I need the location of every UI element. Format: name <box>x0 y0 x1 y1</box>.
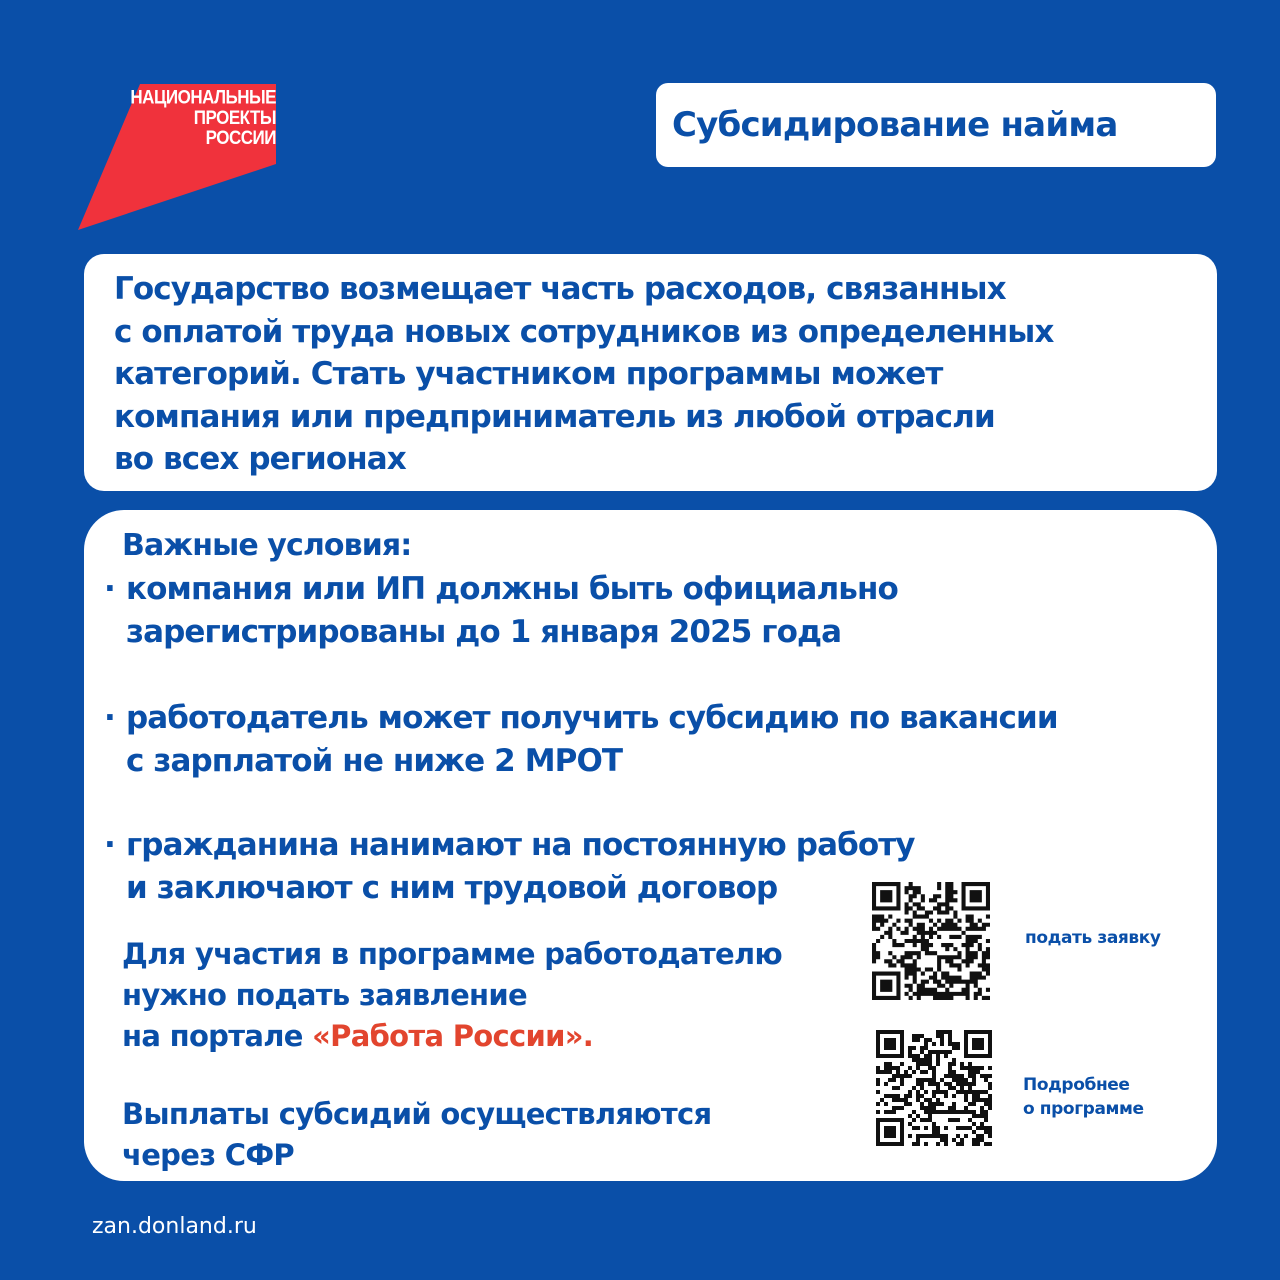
cta-prefix: на портале <box>122 1019 313 1053</box>
condition-line: работодатель может получить субсидию по вакансии <box>126 700 1058 736</box>
cta-line <box>122 1016 862 1057</box>
condition-item <box>104 824 1194 910</box>
cta-line: нужно подать заявление <box>122 978 527 1012</box>
more-info-qr-code-icon[interactable] <box>876 1030 992 1146</box>
more-info-qr-label <box>1023 1073 1144 1121</box>
payments-line: через СФР <box>122 1138 294 1172</box>
intro-line: с оплатой труда новых сотрудников из определенных <box>114 313 1054 350</box>
national-projects-logo <box>78 84 282 232</box>
intro-line: категорий. Стать участником программы может <box>114 356 943 392</box>
conditions-heading: Важные условия: <box>122 528 412 563</box>
condition-line: зарегистрированы до 1 января 2025 года <box>126 614 842 650</box>
bullet-marker: · <box>104 700 115 736</box>
condition-line: компания или ИП должны быть официально <box>126 571 898 607</box>
portal-link[interactable]: «Работа России». <box>312 1019 594 1053</box>
condition-item <box>104 568 1194 654</box>
bullet-marker: · <box>104 827 115 863</box>
conditions-card <box>84 510 1217 1181</box>
logo-line: РОССИИ <box>205 127 276 149</box>
logo-line: НАЦИОНАЛЬНЫЕ <box>130 86 276 109</box>
footer-site[interactable]: zan.donland.ru <box>92 1214 257 1239</box>
intro-line: во всех регионах <box>114 441 406 477</box>
apply-qr-label: подать заявку <box>1025 928 1161 948</box>
apply-qr-code-icon[interactable] <box>872 882 990 1000</box>
participation-text <box>122 934 862 1057</box>
page-title: Субсидирование найма <box>672 105 1118 145</box>
condition-line: и заключают с ним трудовой договор <box>126 870 778 906</box>
logo-line: ПРОЕКТЫ <box>193 107 276 129</box>
payments-line: Выплаты субсидий осуществляются <box>122 1097 712 1131</box>
intro-line: Государство возмещает часть расходов, связанных <box>114 271 1006 307</box>
logo-text <box>116 88 276 148</box>
bullet-marker: · <box>104 571 115 607</box>
intro-card <box>84 254 1217 491</box>
condition-line: с зарплатой не ниже 2 МРОТ <box>126 743 623 779</box>
payments-text <box>122 1094 822 1176</box>
more-info-line: Подробнее <box>1023 1075 1130 1095</box>
intro-line: компания или предприниматель из любой отрасли <box>114 398 995 435</box>
condition-line: гражданина нанимают на постоянную работу <box>126 827 915 863</box>
title-card <box>656 83 1216 167</box>
cta-line: Для участия в программе работодателю <box>122 937 782 971</box>
more-info-line: о программе <box>1023 1099 1144 1119</box>
condition-item <box>104 697 1194 783</box>
